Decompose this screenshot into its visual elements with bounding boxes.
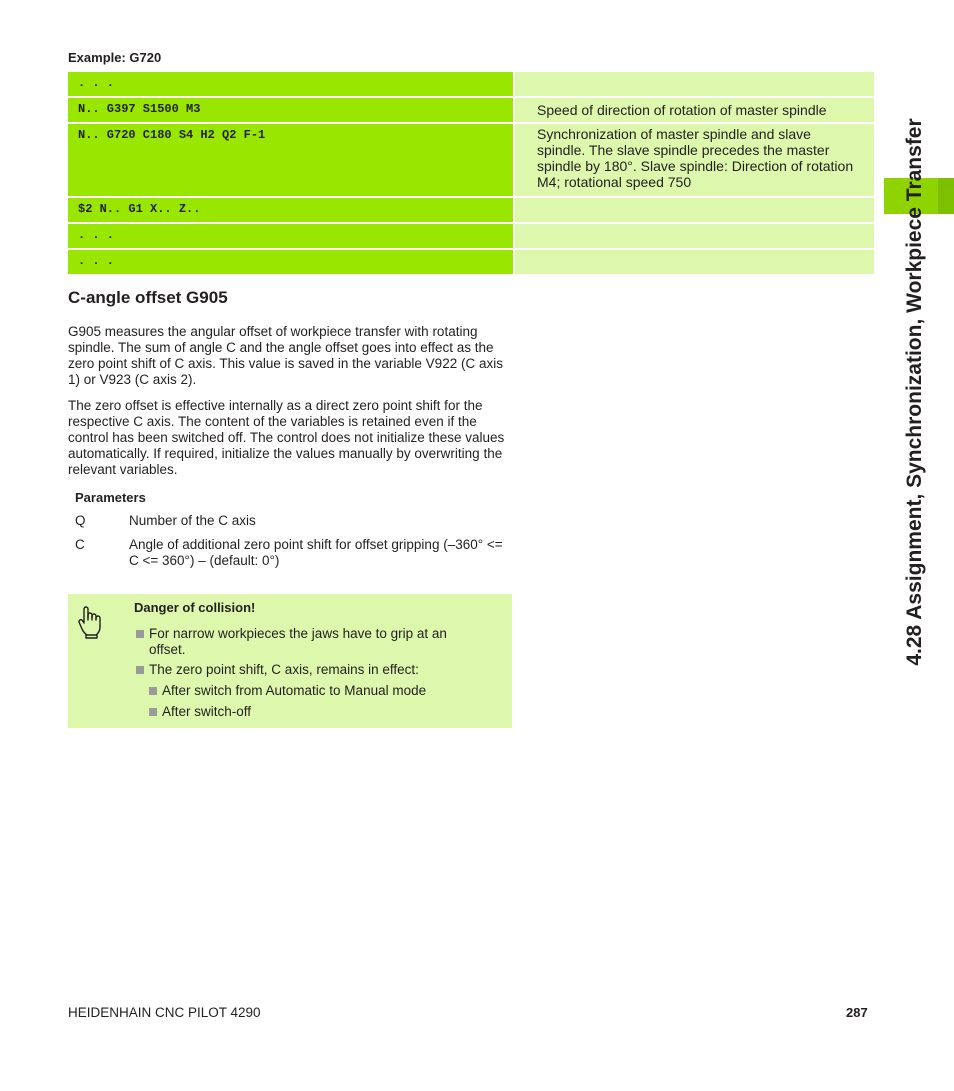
code-cell: N.. G720 C180 S4 H2 Q2 F-1	[68, 124, 513, 196]
sub-list-item	[149, 683, 509, 699]
parameter-description: Angle of additional zero point shift for offset gripping (–360° <= C <= 360°) – (default: 0°)	[129, 537, 503, 568]
list-item-text: The zero point shift, C axis, remains in effect:	[149, 662, 419, 677]
description-cell	[515, 198, 874, 222]
parameters-title: Parameters	[75, 490, 146, 505]
parameter-key: C	[75, 537, 85, 552]
paragraph: The zero offset is effective internally as a direct zero point shift for the respective C axis. The content of the variables is retained even if the control has been switched off. The control does not initialize these values automatically. If required, initialize the values manually by overwriting the relevant variables.	[68, 398, 505, 477]
table-row	[68, 72, 874, 98]
description-cell	[515, 224, 874, 248]
table-row	[68, 250, 874, 276]
pointing-hand-icon	[77, 605, 103, 644]
bullet-square-icon	[136, 630, 144, 638]
description-cell	[515, 250, 874, 274]
section-title: C-angle offset G905	[68, 288, 228, 307]
code-cell: N.. G397 S1500 M3	[68, 98, 513, 122]
description-cell	[515, 72, 874, 96]
description-cell: Speed of direction of rotation of master spindle	[515, 98, 874, 122]
parameter-key: Q	[75, 513, 86, 528]
footer-product: HEIDENHAIN CNC PILOT 4290	[68, 1005, 261, 1020]
code-cell: . . .	[68, 72, 513, 96]
list-item	[136, 662, 506, 678]
example-title: Example: G720	[68, 50, 162, 65]
list-item-text: After switch-off	[162, 704, 252, 719]
code-cell: . . .	[68, 250, 513, 274]
bullet-square-icon	[149, 708, 157, 716]
list-item	[136, 626, 486, 658]
warning-title: Danger of collision!	[134, 600, 256, 615]
parameter-row	[75, 537, 515, 569]
description-cell: Synchronization of master spindle and slave spindle. The slave spindle precedes the master spindle by 180°. Slave spindle: Direction of rotation M4; rotational speed 750	[515, 124, 874, 196]
table-row	[68, 98, 874, 124]
bullet-square-icon	[136, 666, 144, 674]
code-cell: $2 N.. G1 X.. Z..	[68, 198, 513, 222]
code-example-table	[68, 72, 874, 276]
parameter-description: Number of the C axis	[129, 513, 256, 528]
list-item-text: For narrow workpieces the jaws have to grip at an offset.	[149, 626, 447, 657]
parameter-row	[75, 513, 515, 529]
table-row	[68, 124, 874, 198]
sub-list-item	[149, 704, 509, 720]
table-row	[68, 198, 874, 224]
list-item-text: After switch from Automatic to Manual mode	[162, 683, 427, 698]
warning-box	[68, 594, 512, 728]
chapter-title: 4.28 Assignment, Synchronization, Workpiece Transfer	[903, 118, 926, 666]
paragraph: G905 measures the angular offset of workpiece transfer with rotating spindle. The sum of angle C and the angle offset goes into effect as the zero point shift of C axis. This value is saved in the variable V922 (C axis 1) or V923 (C axis 2).	[68, 324, 503, 387]
chapter-tab-strip	[938, 178, 954, 214]
bullet-square-icon	[149, 687, 157, 695]
page-number: 287	[846, 1005, 868, 1020]
table-row	[68, 224, 874, 250]
code-cell: . . .	[68, 224, 513, 248]
